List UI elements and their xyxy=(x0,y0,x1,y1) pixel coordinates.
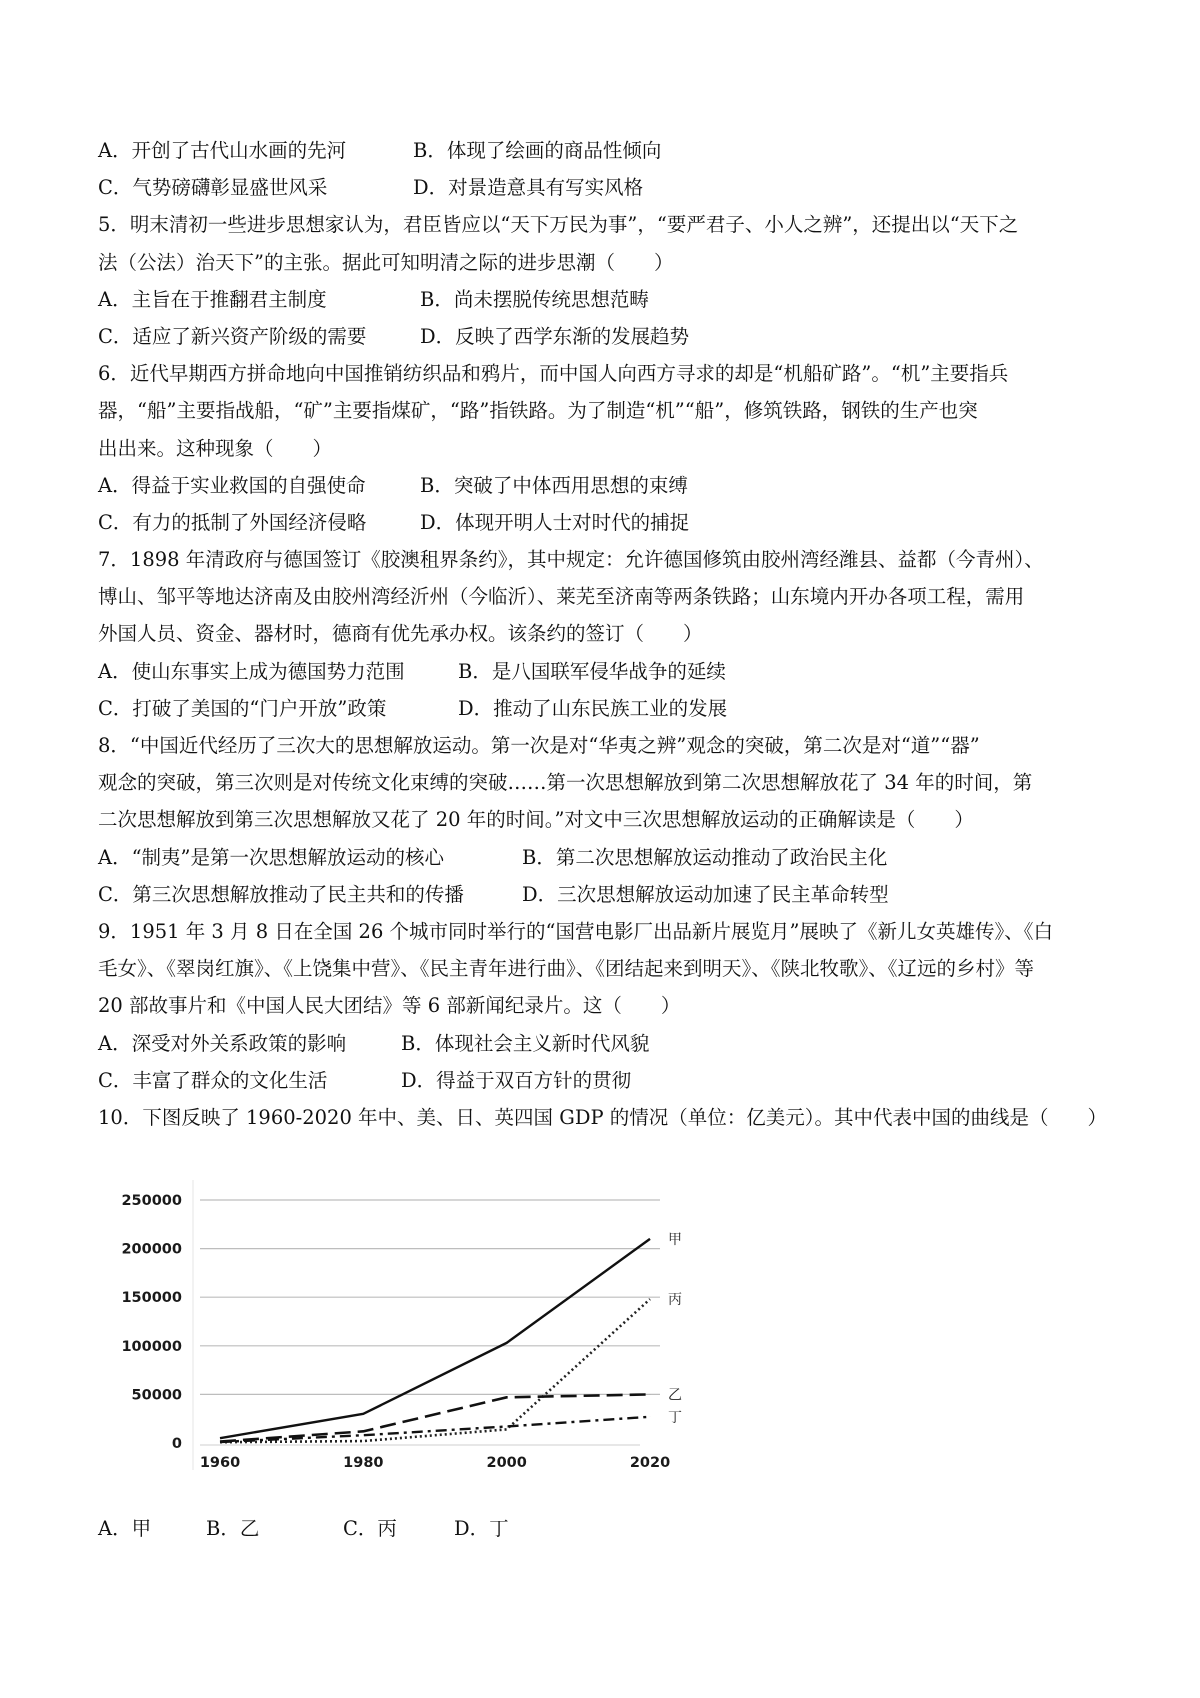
q4-option-b[interactable]: B．体现了绘画的商品性倾向 xyxy=(413,139,662,162)
q10-stem-line: 10．下图反映了 1960-2020 年中、美、日、英四国 GDP 的情况（单位：亿美元）。其中代表中国的曲线是（ ） xyxy=(98,1105,1108,1129)
q8-options-row-1 xyxy=(98,839,1118,876)
q6-option-c[interactable]: C．有力的抵制了外国经济侵略 xyxy=(98,510,367,534)
q6-options-row-2 xyxy=(98,504,1118,541)
q9-option-d[interactable]: D．得益于双百方针的贯彻 xyxy=(401,1068,632,1092)
q5-stem-line: 5．明末清初一些进步思想家认为，君臣皆应以“天下万民为事”，“要严君子、小人之辨”，还提出以“天下之 xyxy=(98,213,1019,237)
q7-options-row-2 xyxy=(98,690,1118,727)
q4-option-d[interactable]: D．对景造意具有写实风格 xyxy=(413,176,644,200)
series-line-甲 xyxy=(220,1239,650,1438)
q6-options-row-1 xyxy=(98,467,1118,504)
x-tick-label: 1960 xyxy=(199,1455,241,1471)
q8-options-row-2 xyxy=(98,876,1118,913)
q4-options-row-1 xyxy=(98,132,1118,169)
q5-stem-line: 法（公法）治天下”的主张。据此可知明清之际的进步思潮（ ） xyxy=(98,250,674,274)
q9-option-c[interactable]: C．丰富了群众的文化生活 xyxy=(98,1068,328,1092)
q8-option-c[interactable]: C．第三次思想解放推动了民主共和的传播 xyxy=(98,882,464,906)
q4-options-row-2 xyxy=(98,169,1118,206)
q8-stem-line: 8．“中国近代经历了三次大的思想解放运动。第一次是对“华夷之辨”观念的突破，第二次是对“道”“器” xyxy=(98,734,980,757)
q8-option-a[interactable]: A．“制夷”是第一次思想解放运动的核心 xyxy=(98,845,445,869)
q6-option-d[interactable]: D．体现开明人士对时代的捕捉 xyxy=(420,510,690,534)
series-label: 丁 xyxy=(668,1409,682,1426)
q6-stem-line: 器，“船”主要指战船，“矿”主要指煤矿，“路”指铁路。为了制造“机”“船”，修筑铁路，钢铁的生产也突 xyxy=(98,399,978,423)
q6-stem-line: 6．近代早期西方拼命地向中国推销纺织品和鸦片，而中国人向西方寻求的却是“机船矿路”。“机”主要指兵 xyxy=(98,362,1009,386)
q8-option-d[interactable]: D．三次思想解放运动加速了民主革命转型 xyxy=(522,882,889,906)
gdp-line-chart xyxy=(120,1180,720,1490)
q7-stem-line: 博山、邹平等地达济南及由胶州湾经沂州（今临沂）、莱芜至济南等两条铁路；山东境内开办各项工程，需用 xyxy=(98,585,1025,609)
q9-options-row-2 xyxy=(98,1062,1118,1099)
x-tick-label: 2000 xyxy=(486,1455,527,1471)
q5-option-a[interactable]: A．主旨在于推翻君主制度 xyxy=(98,287,327,311)
series-label: 甲 xyxy=(668,1231,682,1248)
q9-options-row-1 xyxy=(98,1025,1118,1062)
q7-option-c[interactable]: C．打破了美国的“门户开放”政策 xyxy=(98,696,387,720)
q8-stem-line: 二次思想解放到第三次思想解放又花了 20 年的时间。”对文中三次思想解放运动的正确解读是（ ） xyxy=(98,808,974,832)
q5-option-b[interactable]: B．尚未摆脱传统思想范畴 xyxy=(420,287,649,311)
q9-stem-line: 20 部故事片和《中国人民大团结》等 6 部新闻纪录片。这（ ） xyxy=(98,994,681,1018)
q9-stem-line: 9．1951 年 3 月 8 日在全国 26 个城市同时举行的“国营电影厂出品新片展览月”展映了《新儿女英雄传》、《白 xyxy=(98,919,1053,943)
q10-options-row xyxy=(98,1510,798,1547)
q5-option-d[interactable]: D．反映了西学东渐的发展趋势 xyxy=(420,324,690,348)
q7-option-b[interactable]: B．是八国联军侵华战争的延续 xyxy=(458,659,726,683)
y-tick-label: 50000 xyxy=(131,1387,182,1404)
q8-option-b[interactable]: B．第二次思想解放运动推动了政治民主化 xyxy=(522,845,888,869)
question-5 xyxy=(98,206,1118,355)
y-tick-label: 100000 xyxy=(121,1338,182,1355)
question-8 xyxy=(98,727,1118,913)
q10-option-a[interactable]: A．甲 xyxy=(98,1517,152,1540)
q10-option-c[interactable]: C．丙 xyxy=(343,1517,397,1540)
q4-option-a[interactable]: A．开创了古代山水画的先河 xyxy=(98,139,347,162)
series-label: 丙 xyxy=(668,1292,682,1309)
q6-option-b[interactable]: B．突破了中体西用思想的束缚 xyxy=(420,473,688,497)
y-tick-label: 0 xyxy=(171,1436,182,1452)
q6-option-a[interactable]: A．得益于实业救国的自强使命 xyxy=(98,473,366,497)
q7-stem-line: 外国人员、资金、器材时，德商有优先承办权。该条约的签订（ ） xyxy=(98,622,703,646)
y-tick-label: 150000 xyxy=(121,1290,182,1307)
q10-option-b[interactable]: B．乙 xyxy=(206,1517,260,1540)
q7-option-d[interactable]: D．推动了山东民族工业的发展 xyxy=(458,696,728,720)
q8-stem-line: 观念的突破，第三次则是对传统文化束缚的突破……第一次思想解放到第二次思想解放花了 34 年的时间，第 xyxy=(98,771,1033,795)
question-6 xyxy=(98,355,1118,541)
question-7 xyxy=(98,541,1118,727)
q10-option-d[interactable]: D．丁 xyxy=(454,1517,509,1540)
series-label: 乙 xyxy=(668,1387,682,1404)
q5-options-row-1 xyxy=(98,281,1118,318)
question-9 xyxy=(98,913,1118,1099)
gdp-chart-svg xyxy=(120,1180,720,1490)
q7-options-row-1 xyxy=(98,653,1118,690)
exam-page xyxy=(98,132,1118,1136)
q7-stem-line: 7．1898 年清政府与德国签订《胶澳租界条约》，其中规定：允许德国修筑由胶州湾经潍县、益都（今青州）、 xyxy=(98,548,1044,572)
question-10 xyxy=(98,1099,1118,1136)
y-tick-label: 250000 xyxy=(121,1193,182,1209)
q9-option-b[interactable]: B．体现社会主义新时代风貌 xyxy=(401,1031,650,1055)
q6-stem-line: 出出来。这种现象（ ） xyxy=(98,436,333,460)
q9-stem-line: 毛女》、《翠岗红旗》、《上饶集中营》、《民主青年进行曲》、《团结起来到明天》、《陕北牧歌》、《辽远的乡村》等 xyxy=(98,957,1035,981)
q5-options-row-2 xyxy=(98,318,1118,355)
q9-option-a[interactable]: A．深受对外关系政策的影响 xyxy=(98,1031,347,1055)
q5-option-c[interactable]: C．适应了新兴资产阶级的需要 xyxy=(98,324,367,348)
x-tick-label: 1980 xyxy=(343,1455,384,1471)
q4-option-c[interactable]: C．气势磅礴彰显盛世风采 xyxy=(98,176,328,200)
y-tick-label: 200000 xyxy=(121,1241,182,1258)
x-tick-label: 2020 xyxy=(629,1455,671,1471)
series-line-丁 xyxy=(220,1417,650,1442)
q7-option-a[interactable]: A．使山东事实上成为德国势力范围 xyxy=(98,659,405,683)
